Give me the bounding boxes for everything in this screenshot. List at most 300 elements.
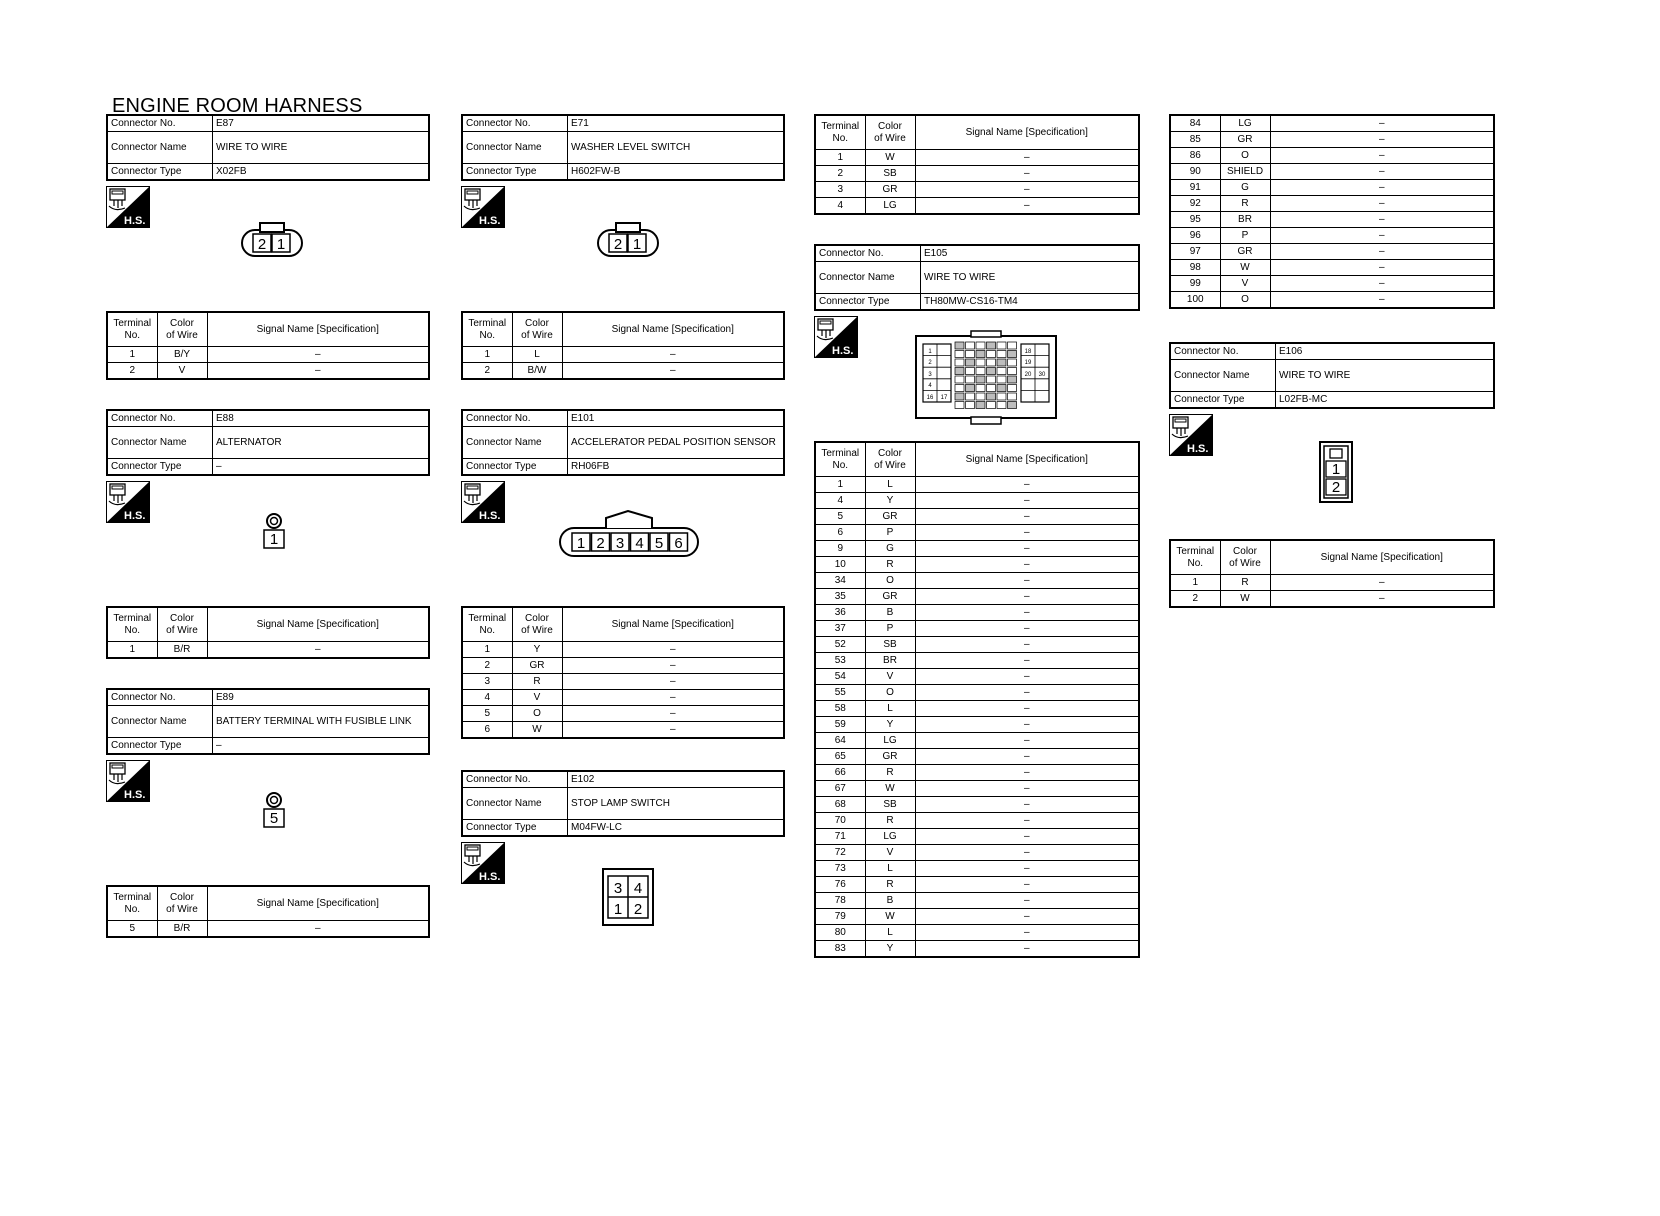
pin-label: 17 [940,395,948,401]
pin-label: 2 [1331,479,1341,496]
terminal-no-cell: 100 [1170,292,1220,309]
table-row [815,765,1139,781]
harness-side-icon [1169,414,1213,456]
harness-side-icon [461,186,505,228]
terminal-no-cell: 5 [462,706,512,722]
table-row [1170,148,1494,164]
pin-label: 1 [928,349,932,355]
connector-info-e101 [461,409,785,476]
terminal-no-cell: 96 [1170,228,1220,244]
table-row [815,717,1139,733]
connector-type-label: Connector Type [462,820,568,837]
table-row [815,877,1139,893]
signal-name-cell: – [915,198,1139,215]
table-row [815,653,1139,669]
connector-type-label: Connector Type [107,459,213,476]
wire-color-cell: V [512,690,562,706]
signal-name-cell: – [915,941,1139,958]
terminal-no-header: Terminal No. [107,886,157,921]
wire-color-cell: BR [865,653,915,669]
wire-color-cell: SB [865,797,915,813]
connector-face-e101 [558,510,700,563]
wire-color-cell: GR [865,589,915,605]
table-row [815,749,1139,765]
signal-name-cell: – [915,893,1139,909]
wire-color-cell: W [865,909,915,925]
signal-name-cell: – [915,493,1139,509]
table-row [462,690,784,706]
terminal-no-cell: 84 [1170,115,1220,132]
table-row [815,509,1139,525]
wire-color-cell: L [865,701,915,717]
signal-name-cell: – [915,861,1139,877]
signal-name-cell: – [915,925,1139,941]
pin-label: 2 [613,236,623,253]
signal-name-cell: – [915,765,1139,781]
hs-label: H.S. [479,871,501,883]
table-row [1170,292,1494,309]
connector-info-e87 [106,114,430,181]
connector-name-label: Connector Name [107,427,213,459]
wire-color-cell: W [865,150,915,166]
signal-name-cell: – [915,477,1139,493]
pin-label: 3 [613,880,623,897]
terminal-no-cell: 5 [815,509,865,525]
terminal-no-cell: 95 [1170,212,1220,228]
terminal-no-cell: 3 [815,182,865,198]
terminal-no-cell: 2 [462,658,512,674]
signal-name-cell: – [1270,276,1494,292]
connector-type-value: L02FB-MC [1276,392,1495,409]
hs-label: H.S. [124,510,146,522]
terminal-no-cell: 36 [815,605,865,621]
wire-color-header: Color of Wire [512,607,562,642]
terminal-no-cell: 52 [815,637,865,653]
wire-color-cell: B [865,605,915,621]
wire-color-cell: R [1220,575,1270,591]
connector-name-value: WASHER LEVEL SWITCH [568,132,785,164]
connector-number-label: Connector No. [462,410,568,427]
pin-label: 2 [633,901,643,918]
terminal-no-cell: 1 [1170,575,1220,591]
table-row [815,781,1139,797]
table-row [815,925,1139,941]
table-row [462,363,784,380]
wire-color-cell: GR [512,658,562,674]
signal-name-cell: – [1270,115,1494,132]
signal-name-cell: – [562,363,784,380]
terminal-no-cell: 35 [815,589,865,605]
terminal-no-cell: 67 [815,781,865,797]
wire-color-cell: P [865,621,915,637]
terminal-no-header: Terminal No. [462,607,512,642]
signal-name-cell: – [915,877,1139,893]
connector-name-label: Connector Name [462,132,568,164]
table-row [462,722,784,739]
table-row [815,605,1139,621]
table-row [815,493,1139,509]
terminal-table-e71 [461,311,785,380]
table-row [815,797,1139,813]
pin-label: 3 [928,372,932,378]
terminal-no-cell: 4 [815,493,865,509]
connector-face-e88 [262,513,286,554]
pin-label: 1 [1331,461,1341,478]
wire-color-cell: V [1220,276,1270,292]
connector-name-label: Connector Name [1170,360,1276,392]
signal-name-cell: – [915,717,1139,733]
signal-name-cell: – [915,813,1139,829]
wire-color-cell: L [865,477,915,493]
connector-info-e71 [461,114,785,181]
signal-name-cell: – [915,749,1139,765]
signal-name-cell: – [562,347,784,363]
terminal-no-cell: 9 [815,541,865,557]
table-row [815,669,1139,685]
connector-name-value: BATTERY TERMINAL WITH FUSIBLE LINK [213,706,430,738]
connector-type-value: – [213,459,430,476]
terminal-no-header: Terminal No. [107,607,157,642]
hs-label: H.S. [124,215,146,227]
table-row [815,861,1139,877]
table-row [815,941,1139,958]
hs-label: H.S. [124,789,146,801]
signal-name-cell: – [915,669,1139,685]
terminal-table-e105 [814,441,1140,958]
pin-label: 4 [633,880,643,897]
wire-color-cell: O [865,685,915,701]
pin-label: 4 [928,383,932,389]
table-row [1170,575,1494,591]
terminal-no-cell: 72 [815,845,865,861]
signal-name-cell: – [207,921,429,938]
signal-name-cell: – [207,642,429,659]
connector-type-value: – [213,738,430,755]
signal-name-header: Signal Name [Specification] [207,607,429,642]
signal-name-cell: – [1270,164,1494,180]
connector-number-value: E102 [568,771,785,788]
connector-type-label: Connector Type [107,164,213,181]
terminal-no-cell: 2 [107,363,157,380]
harness-side-icon [461,842,505,884]
table-row [815,477,1139,493]
signal-name-cell: – [915,685,1139,701]
connector-type-value: X02FB [213,164,430,181]
signal-name-cell: – [915,845,1139,861]
terminal-no-cell: 3 [462,674,512,690]
wire-color-header: Color of Wire [865,115,915,150]
wire-color-cell: V [157,363,207,380]
connector-face-e89 [262,792,286,833]
signal-name-cell: – [915,150,1139,166]
terminal-no-cell: 1 [462,642,512,658]
terminal-table-e88 [106,606,430,659]
table-row [815,733,1139,749]
terminal-no-cell: 2 [815,166,865,182]
wire-color-cell: L [865,861,915,877]
pin-label: 6 [674,535,683,552]
signal-name-cell: – [915,829,1139,845]
terminal-no-cell: 92 [1170,196,1220,212]
table-row [1170,276,1494,292]
terminal-no-cell: 86 [1170,148,1220,164]
terminal-no-cell: 98 [1170,260,1220,276]
wire-color-cell: GR [1220,244,1270,260]
terminal-no-cell: 85 [1170,132,1220,148]
table-row [1170,132,1494,148]
terminal-no-cell: 73 [815,861,865,877]
wire-color-cell: LG [865,733,915,749]
wire-color-cell: B/R [157,921,207,938]
connector-type-label: Connector Type [107,738,213,755]
terminal-no-cell: 68 [815,797,865,813]
connector-number-value: E88 [213,410,430,427]
wire-color-cell: W [865,781,915,797]
signal-name-cell: – [1270,575,1494,591]
terminal-no-cell: 1 [462,347,512,363]
signal-name-cell: – [1270,196,1494,212]
pin-label: 3 [615,535,625,552]
signal-name-cell: – [1270,591,1494,608]
connector-number-value: E87 [213,115,430,132]
connector-type-label: Connector Type [815,294,921,311]
wire-color-cell: B [865,893,915,909]
wire-color-header: Color of Wire [1220,540,1270,575]
hs-label: H.S. [479,510,501,522]
terminal-no-cell: 90 [1170,164,1220,180]
connector-face-e87 [240,222,304,263]
signal-name-header: Signal Name [Specification] [207,312,429,347]
connector-name-value: ACCELERATOR PEDAL POSITION SENSOR [568,427,785,459]
pin-label: 5 [269,810,279,827]
terminal-no-cell: 76 [815,877,865,893]
terminal-no-cell: 5 [107,921,157,938]
connector-number-label: Connector No. [107,689,213,706]
terminal-no-cell: 4 [815,198,865,215]
connector-name-label: Connector Name [815,262,921,294]
signal-name-cell: – [562,642,784,658]
wire-color-cell: L [512,347,562,363]
table-row [462,642,784,658]
terminal-no-cell: 10 [815,557,865,573]
table-row [815,525,1139,541]
connector-info-e106 [1169,342,1495,409]
connector-face-e102 [602,868,654,931]
terminal-no-cell: 37 [815,621,865,637]
connector-number-label: Connector No. [1170,343,1276,360]
harness-side-icon [461,481,505,523]
hs-label: H.S. [832,345,854,357]
harness-side-icon [814,316,858,358]
signal-name-cell: – [1270,228,1494,244]
terminal-no-header: Terminal No. [815,115,865,150]
terminal-no-cell: 6 [815,525,865,541]
pin-label: 1 [613,901,623,918]
wire-color-cell: O [1220,148,1270,164]
connector-name-value: STOP LAMP SWITCH [568,788,785,820]
connector-info-e89 [106,688,430,755]
signal-name-header: Signal Name [Specification] [915,442,1139,477]
signal-name-cell: – [915,909,1139,925]
terminal-no-cell: 83 [815,941,865,958]
signal-name-cell: – [915,541,1139,557]
pin-label: 5 [654,535,664,552]
wire-color-cell: R [512,674,562,690]
signal-name-cell: – [915,733,1139,749]
connector-type-value: TH80MW-CS16-TM4 [921,294,1140,311]
page-title: ENGINE ROOM HARNESS [112,95,363,117]
table-row [815,589,1139,605]
harness-side-icon [106,760,150,802]
wire-color-cell: B/R [157,642,207,659]
table-row [815,150,1139,166]
signal-name-cell: – [915,525,1139,541]
wire-color-cell: W [1220,591,1270,608]
wire-color-cell: B/W [512,363,562,380]
terminal-no-cell: 99 [1170,276,1220,292]
terminal-no-cell: 1 [815,150,865,166]
signal-name-cell: – [915,166,1139,182]
signal-name-cell: – [915,557,1139,573]
table-row [462,706,784,722]
pin-label: 30 [1038,372,1046,378]
wire-color-header: Color of Wire [157,886,207,921]
wire-color-cell: V [865,845,915,861]
terminal-no-cell: 70 [815,813,865,829]
connector-name-label: Connector Name [107,132,213,164]
pin-label: 16 [926,395,934,401]
signal-name-cell: – [915,653,1139,669]
signal-name-header: Signal Name [Specification] [207,886,429,921]
connector-info-e88 [106,409,430,476]
table-row [815,685,1139,701]
pin-label: 1 [632,236,642,253]
signal-name-cell: – [915,637,1139,653]
signal-name-header: Signal Name [Specification] [562,607,784,642]
wire-color-cell: R [865,765,915,781]
connector-info-e102 [461,770,785,837]
table-row [462,674,784,690]
wire-color-header: Color of Wire [865,442,915,477]
wire-color-cell: W [1220,260,1270,276]
signal-name-header: Signal Name [Specification] [1270,540,1494,575]
signal-name-header: Signal Name [Specification] [915,115,1139,150]
wire-color-cell: BR [1220,212,1270,228]
connector-type-label: Connector Type [462,459,568,476]
pin-label: 1 [276,236,286,253]
connector-type-value: M04FW-LC [568,820,785,837]
terminal-table-e105-continued [1169,114,1495,309]
wire-color-cell: O [865,573,915,589]
wire-color-cell: GR [865,182,915,198]
wire-color-cell: Y [865,717,915,733]
connector-name-label: Connector Name [462,788,568,820]
signal-name-header: Signal Name [Specification] [562,312,784,347]
table-row [1170,164,1494,180]
terminal-no-header: Terminal No. [107,312,157,347]
signal-name-cell: – [1270,148,1494,164]
signal-name-cell: – [915,605,1139,621]
table-row [462,658,784,674]
wire-color-cell: SHIELD [1220,164,1270,180]
table-row [1170,228,1494,244]
table-row [815,637,1139,653]
connector-name-label: Connector Name [462,427,568,459]
pin-label: 4 [635,535,644,552]
terminal-no-cell: 1 [107,347,157,363]
wire-color-header: Color of Wire [512,312,562,347]
terminal-table-e102 [814,114,1140,215]
terminal-no-cell: 66 [815,765,865,781]
wire-color-cell: Y [865,941,915,958]
wire-color-cell: Y [865,493,915,509]
table-row [815,893,1139,909]
table-row [1170,244,1494,260]
wire-color-cell: B/Y [157,347,207,363]
table-row [1170,212,1494,228]
pin-label: 1 [576,535,586,552]
connector-type-value: H602FW-B [568,164,785,181]
table-row [1170,196,1494,212]
terminal-table-e101 [461,606,785,739]
wire-color-cell: R [865,877,915,893]
signal-name-cell: – [1270,292,1494,309]
signal-name-cell: – [1270,260,1494,276]
terminal-no-cell: 80 [815,925,865,941]
terminal-no-cell: 58 [815,701,865,717]
hs-label: H.S. [1187,443,1209,455]
signal-name-cell: – [562,674,784,690]
table-row [815,573,1139,589]
terminal-no-cell: 64 [815,733,865,749]
table-row [1170,180,1494,196]
wire-color-header: Color of Wire [157,312,207,347]
wire-color-cell: R [865,557,915,573]
terminal-no-cell: 91 [1170,180,1220,196]
harness-side-icon [106,481,150,523]
pin-label: 2 [596,535,605,552]
signal-name-cell: – [915,701,1139,717]
connector-name-label: Connector Name [107,706,213,738]
signal-name-cell: – [1270,212,1494,228]
signal-name-cell: – [562,658,784,674]
wire-color-cell: LG [1220,115,1270,132]
wire-color-header: Color of Wire [157,607,207,642]
table-row [815,701,1139,717]
table-row [1170,115,1494,132]
connector-number-label: Connector No. [815,245,921,262]
wire-color-cell: LG [865,198,915,215]
wire-color-cell: LG [865,829,915,845]
table-row [815,845,1139,861]
terminal-no-cell: 4 [462,690,512,706]
hs-label: H.S. [479,215,501,227]
connector-number-label: Connector No. [462,115,568,132]
wire-color-cell: P [865,525,915,541]
signal-name-cell: – [915,781,1139,797]
terminal-no-cell: 53 [815,653,865,669]
terminal-table-e89 [106,885,430,938]
signal-name-cell: – [915,797,1139,813]
terminal-table-e106 [1169,539,1495,608]
table-row [107,347,429,363]
connector-number-value: E105 [921,245,1140,262]
wire-color-cell: P [1220,228,1270,244]
signal-name-cell: – [1270,244,1494,260]
wire-color-cell: O [512,706,562,722]
table-row [815,541,1139,557]
terminal-no-cell: 97 [1170,244,1220,260]
